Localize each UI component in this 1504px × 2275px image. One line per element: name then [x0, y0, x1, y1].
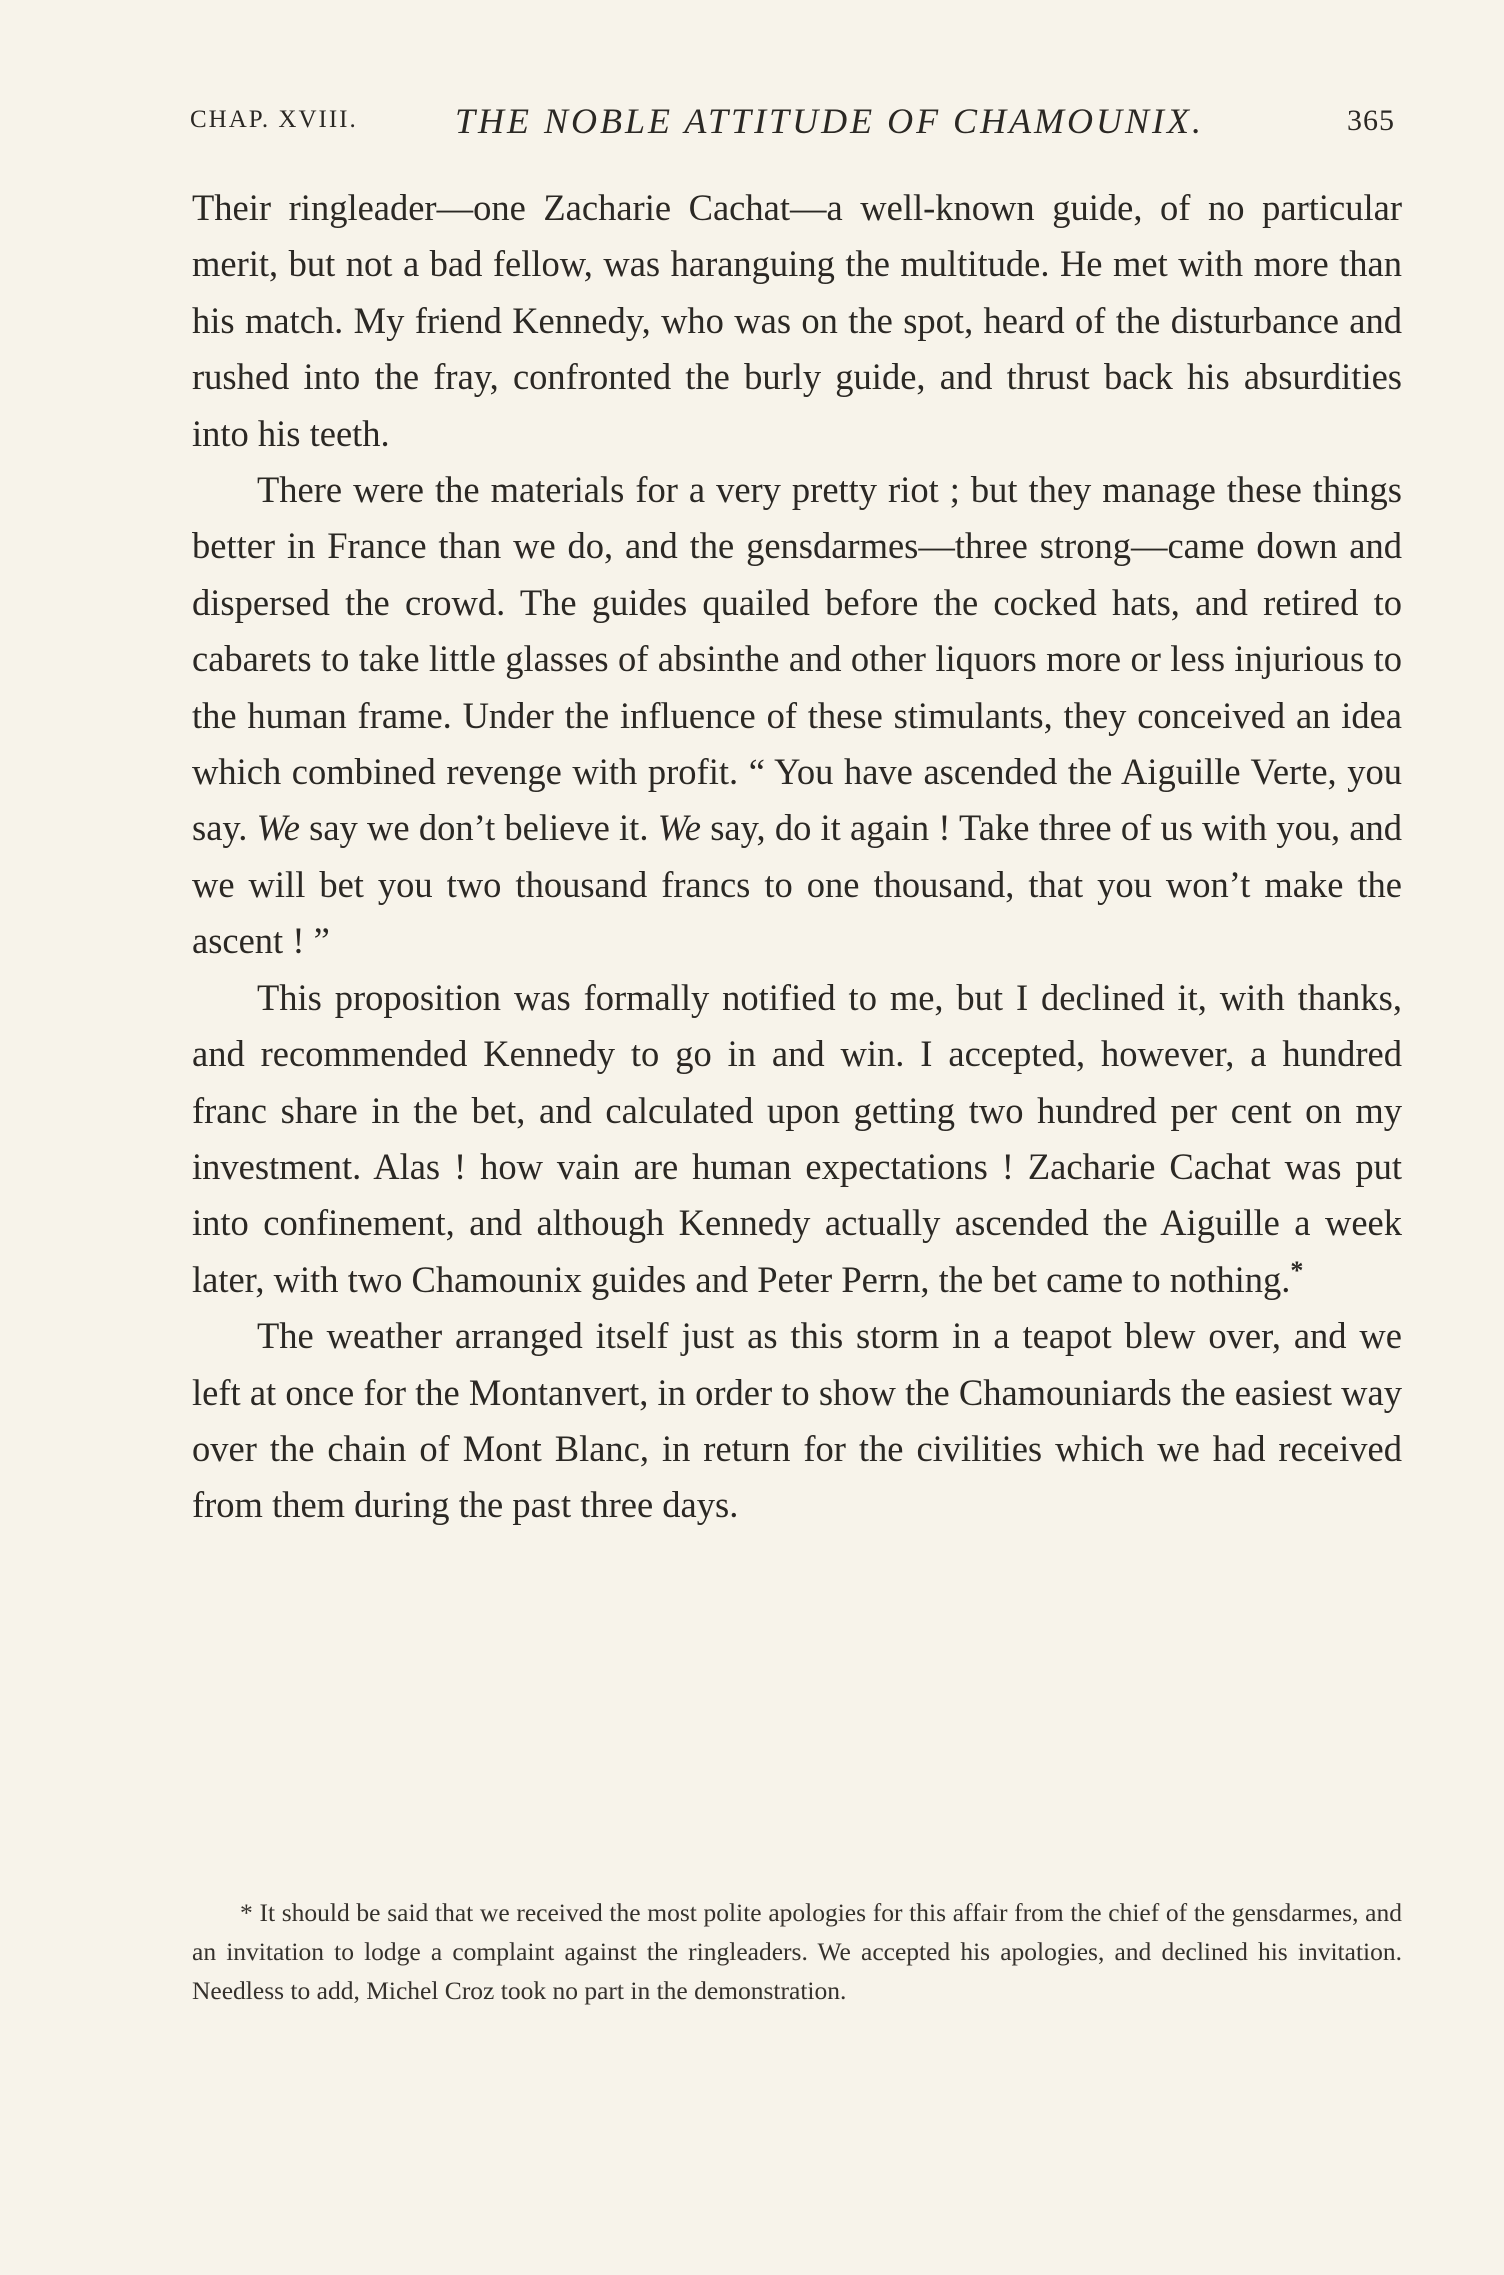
footnote — [192, 1893, 1402, 2010]
footnote-text: It should be said that we received the most polite apologies for this affair from the chief of the gensdarmes, and an invitation to lodge a complaint against the ringleaders. We accepted his apologies, and declined his invitation. Needless to add, Michel Croz took no part in the demonstration. — [192, 1898, 1402, 2005]
paragraph-4: The weather arranged itself just as this storm in a teapot blew over, and we left at once for the Montanvert, in order to show the Chamouniards the easiest way over the chain of Mont Blanc, in return for the civilities which we had received from them during the past three days. — [192, 1315, 1402, 1526]
paragraph-2-part-b: say we don’t believe it. — [309, 807, 649, 849]
emphasis-we-1: We — [256, 807, 300, 849]
paragraph-1: Their ringleader—one Zacharie Cachat—a well-known guide, of no particular merit, but not a bad fellow, was haranguing the multitude. He met with more than his match. My friend Kennedy, who was on the spot, heard of the disturbance and rushed into the fray, confronted the burly guide, and thrust back his absurdities into his teeth. — [192, 187, 1402, 454]
paragraph-2-part-a: There were the materials for a very pretty riot ; but they manage these things better in France than we do, and the gensdarmes—three strong—came down and dispersed the crowd. The guides quailed before the cocked hats, and retired to cabarets to take little glasses of absinthe and other liquors more or less injurious to the human frame. Under the influence of these stimulants, they conceived an idea which combined revenge with profit. “ You have ascended the Aiguille Verte, you say. — [192, 469, 1402, 849]
running-header — [190, 100, 1395, 144]
footnote-reference: * — [1290, 1255, 1304, 1285]
paragraph-2-part-c: say, do it again ! Take three of us with you, and we will bet you two thousand francs to one thousand, that you won’t make the ascent ! ” — [192, 807, 1403, 962]
footnote-marker: * — [240, 1898, 253, 1927]
paragraph-3-text: This proposition was formally notified to me, but I declined it, with thanks, and recommended Kennedy to go in and win. I accepted, however, a hundred franc share in the bet, and calculated upon getting two hundred per cent on my investment. Alas ! how vain are human expectations ! Zacharie Cachat was put into confinement, and although Kennedy actually ascended the Aiguille a week later, with two Chamounix guides and Peter Perrn, the bet came to nothing. — [192, 976, 1402, 1300]
paragraph-2 — [192, 462, 1402, 970]
chapter-label: CHAP. XVIII. — [190, 106, 358, 133]
running-title: THE NOBLE ATTITUDE OF CHAMOUNIX. — [455, 101, 1205, 141]
body-text — [192, 180, 1402, 1534]
paragraph-3 — [192, 970, 1402, 1308]
page-number: 365 — [1347, 104, 1395, 137]
emphasis-we-2: We — [657, 807, 701, 849]
